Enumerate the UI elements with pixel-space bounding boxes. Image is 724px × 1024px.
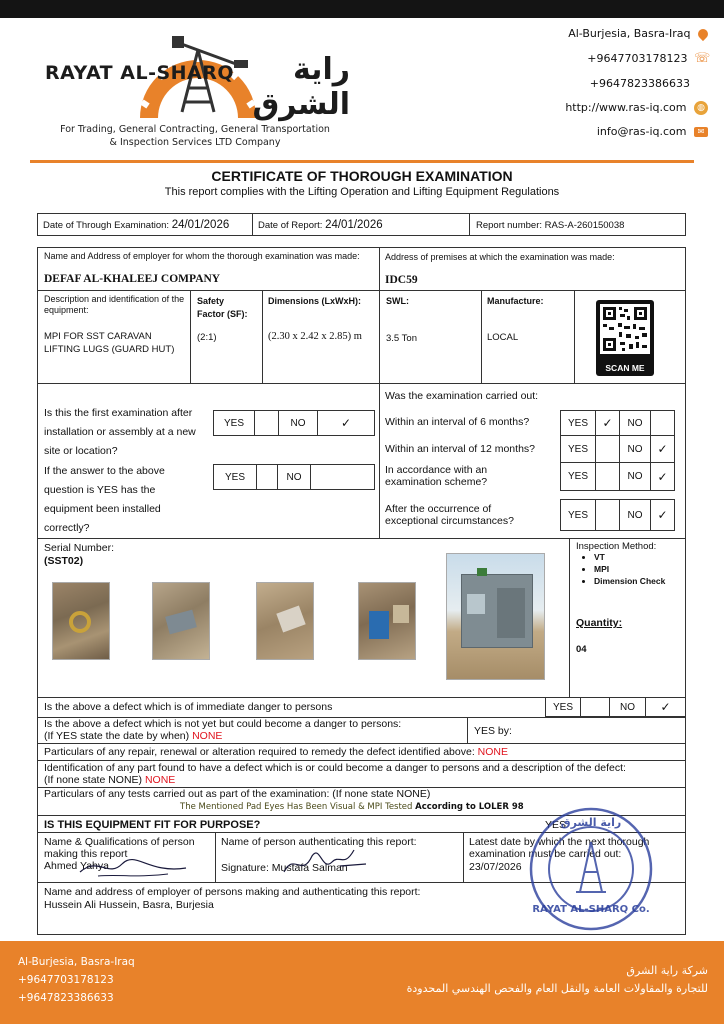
photo-lug-1 bbox=[52, 582, 110, 660]
exceptional-circumstances: After the occurrence of exceptional circumstances? bbox=[385, 503, 514, 527]
fit-for-purpose-label: IS THIS EQUIPMENT FIT FOR PURPOSE? bbox=[44, 819, 261, 831]
authenticating-label: Name of person authenticating this report: bbox=[221, 836, 417, 848]
contact-phone-1: +9647703178123 ☏ bbox=[587, 51, 711, 66]
r1-yes-check[interactable]: ✓ bbox=[595, 410, 620, 436]
stamp-text-bottom: RAYAT AL-SHARQ Co. bbox=[532, 904, 650, 915]
company-stamp bbox=[528, 806, 654, 932]
company-logo bbox=[40, 22, 350, 120]
phone-icon: ☏ bbox=[694, 51, 711, 66]
sf-value: (2:1) bbox=[197, 332, 217, 343]
installed-no-box[interactable] bbox=[310, 464, 375, 490]
contact-phone-2: +9647823386633 bbox=[589, 77, 690, 90]
first-exam-no-check[interactable]: ✓ bbox=[317, 410, 375, 436]
qualifications-value: Ahmed Yahya bbox=[44, 860, 109, 872]
examination-scheme: In accordance with an examination scheme? bbox=[385, 464, 488, 488]
inspection-method-label: Inspection Method: bbox=[576, 541, 657, 552]
defect-immediate-no[interactable]: NO bbox=[609, 697, 646, 717]
footer-phone-1: +9647703178123 bbox=[18, 974, 114, 986]
employer-label: Name and Address of employer for whom the thorough examination was made: bbox=[44, 251, 360, 261]
r2-yes[interactable]: YES bbox=[560, 435, 596, 463]
r2-no[interactable]: NO bbox=[619, 435, 651, 463]
serial-label: Serial Number: bbox=[44, 542, 115, 554]
signature-scribble-1 bbox=[78, 852, 188, 882]
swl-label: SWL: bbox=[386, 296, 409, 306]
tagline-line-1: For Trading, General Contracting, General Transportation bbox=[60, 124, 330, 135]
contact-website: http://www.ras-iq.com ◍ bbox=[565, 101, 708, 115]
qualifications-label: Name & Qualifications of person making this report bbox=[44, 836, 195, 860]
employer-of-persons-value: Hussein Ali Hussein, Basra, Burjesia bbox=[44, 899, 214, 911]
photo-lug-3 bbox=[256, 582, 314, 660]
defect-immediate-yes-box[interactable] bbox=[580, 697, 610, 717]
header-divider bbox=[30, 160, 694, 163]
interval-12-months: Within an interval of 12 months? bbox=[385, 443, 535, 455]
logo-name-en: RAYAT AL-SHARQ bbox=[45, 62, 235, 84]
installed-no[interactable]: NO bbox=[277, 464, 311, 490]
footer-contact bbox=[18, 953, 135, 1007]
defect-future: Is the above a defect which is not yet but could become a danger to persons: (If YES state the date by when) NONE bbox=[44, 718, 402, 742]
latest-date-value: 23/07/2026 bbox=[469, 861, 522, 873]
equipment-desc-value: MPI FOR SST CARAVAN LIFTING LUGS (GUARD HUT) bbox=[44, 331, 175, 355]
r4-yes[interactable]: YES bbox=[560, 499, 596, 531]
tagline-line-2: & Inspection Services LTD Company bbox=[109, 137, 281, 148]
r4-yes-box[interactable] bbox=[595, 499, 620, 531]
swl-value: 3.5 Ton bbox=[386, 333, 417, 344]
part-defect: Identification of any part found to have a defect which is or could become a danger to persons and a description of the defect: (If none state NONE) NONE bbox=[44, 762, 626, 786]
contact-email: info@ras-iq.com ✉ bbox=[597, 125, 708, 138]
manufacture-value: LOCAL bbox=[487, 332, 519, 343]
email-icon: ✉ bbox=[694, 127, 708, 137]
first-exam-yes[interactable]: YES bbox=[213, 410, 255, 436]
top-bar bbox=[0, 0, 724, 18]
first-exam-no[interactable]: NO bbox=[278, 410, 318, 436]
qr-code[interactable] bbox=[596, 300, 654, 376]
footer-address: Al-Burjesia, Basra-Iraq bbox=[18, 956, 135, 968]
r2-yes-box[interactable] bbox=[595, 435, 620, 463]
r1-no-box[interactable] bbox=[650, 410, 675, 436]
r2-no-check[interactable]: ✓ bbox=[650, 435, 675, 463]
serial-value: (SST02) bbox=[44, 555, 84, 567]
photo-lug-4 bbox=[358, 582, 416, 660]
quantity-label: Quantity: bbox=[576, 617, 623, 629]
exam-carried-header: Was the examination carried out: bbox=[385, 390, 539, 402]
fit-yes[interactable]: YES bbox=[545, 819, 567, 831]
employer-value: DEFAF AL-KHALEEJ COMPANY bbox=[44, 273, 221, 285]
installed-correctly-question: If the answer to the above question is YES has the equipment been installed correctly? bbox=[44, 465, 165, 534]
signature-scribble-2 bbox=[280, 842, 370, 882]
stamp-text-top: راية الشرق bbox=[560, 816, 622, 829]
signature-text: Signature: Mustafa Salman bbox=[221, 862, 348, 874]
quantity-value: 04 bbox=[576, 644, 587, 655]
repair-particulars: Particulars of any repair, renewal or alteration required to remedy the defect identified above: NONE bbox=[44, 746, 509, 758]
r1-no[interactable]: NO bbox=[619, 410, 651, 436]
tests-result: The Mentioned Pad Eyes Has Been Visual & MPI Tested According to LOLER 98 bbox=[180, 802, 524, 812]
equipment-desc-label: Description and identification of the equipment: bbox=[44, 294, 185, 315]
first-exam-yes-box[interactable] bbox=[254, 410, 279, 436]
r4-no-check[interactable]: ✓ bbox=[650, 499, 675, 531]
method-vt: • VT bbox=[594, 551, 665, 563]
method-dimension: • Dimension Check bbox=[594, 575, 665, 587]
company-tagline bbox=[30, 123, 360, 149]
yes-by: YES by: bbox=[474, 725, 512, 737]
footer-phone-2: +9647823386633 bbox=[18, 992, 114, 1004]
manufacture-label: Manufacture: bbox=[487, 296, 544, 306]
r4-no[interactable]: NO bbox=[619, 499, 651, 531]
photo-lug-2 bbox=[152, 582, 210, 660]
dimensions-label: Dimensions (LxWxH): bbox=[268, 296, 362, 306]
inspection-method-list bbox=[576, 551, 665, 587]
tests-particulars: Particulars of any tests carried out as part of the examination: (If none state NONE) bbox=[44, 788, 431, 800]
r3-no[interactable]: NO bbox=[619, 462, 651, 491]
r1-yes[interactable]: YES bbox=[560, 410, 596, 436]
installed-yes[interactable]: YES bbox=[213, 464, 257, 490]
premises-label: Address of premises at which the examination was made: bbox=[385, 252, 615, 262]
method-mpi: • MPI bbox=[594, 563, 665, 575]
footer-arabic bbox=[407, 962, 708, 998]
exam-date: Date of Through Examination: 24/01/2026 bbox=[43, 219, 230, 231]
footer-arabic-line-2: للتجارة والمقاولات العامة والنقل العام والفحص الهندسي المحدودة bbox=[406, 982, 708, 995]
first-exam-question: Is this the first examination after installation or assembly at a new site or location? bbox=[44, 407, 196, 457]
certificate-subtitle: This report complies with the Lifting Operation and Lifting Equipment Regulations bbox=[164, 186, 560, 198]
qr-code-icon bbox=[596, 300, 654, 358]
interval-6-months: Within an interval of 6 months? bbox=[385, 416, 530, 428]
defect-immediate: Is the above a defect which is of immediate danger to persons bbox=[44, 701, 333, 713]
location-pin-icon bbox=[696, 27, 710, 41]
r3-yes-box[interactable] bbox=[595, 462, 620, 491]
report-number: Report number: RAS-A-260150038 bbox=[476, 220, 625, 231]
latest-date-label: Latest date by which the next thorough examination must be carried out: bbox=[469, 836, 650, 860]
employer-of-persons-label: Name and address of employer of persons making and authenticating this report: bbox=[44, 886, 421, 898]
contact-address: Al-Burjesia, Basra-Iraq bbox=[568, 27, 708, 40]
qr-scan-label: SCAN ME bbox=[605, 363, 645, 373]
sf-label: Safety Factor (SF): bbox=[197, 296, 248, 319]
globe-icon: ◍ bbox=[694, 101, 708, 115]
report-date: Date of Report: 24/01/2026 bbox=[258, 219, 383, 231]
defect-immediate-yes[interactable]: YES bbox=[545, 697, 581, 717]
r3-no-check[interactable]: ✓ bbox=[650, 462, 675, 491]
defect-immediate-no-check[interactable]: ✓ bbox=[645, 697, 686, 717]
r3-yes[interactable]: YES bbox=[560, 462, 596, 491]
logo-name-ar: راية الشرق bbox=[252, 52, 350, 122]
dimensions-value: (2.30 x 2.42 x 2.85) m bbox=[268, 331, 362, 342]
installed-yes-box[interactable] bbox=[256, 464, 278, 490]
premises-value: IDC59 bbox=[385, 274, 418, 286]
certificate-title: CERTIFICATE OF THOROUGH EXAMINATION bbox=[211, 168, 513, 184]
footer-arabic-line-1: شركة راية الشرق bbox=[626, 964, 708, 977]
photo-caravan bbox=[446, 553, 545, 680]
